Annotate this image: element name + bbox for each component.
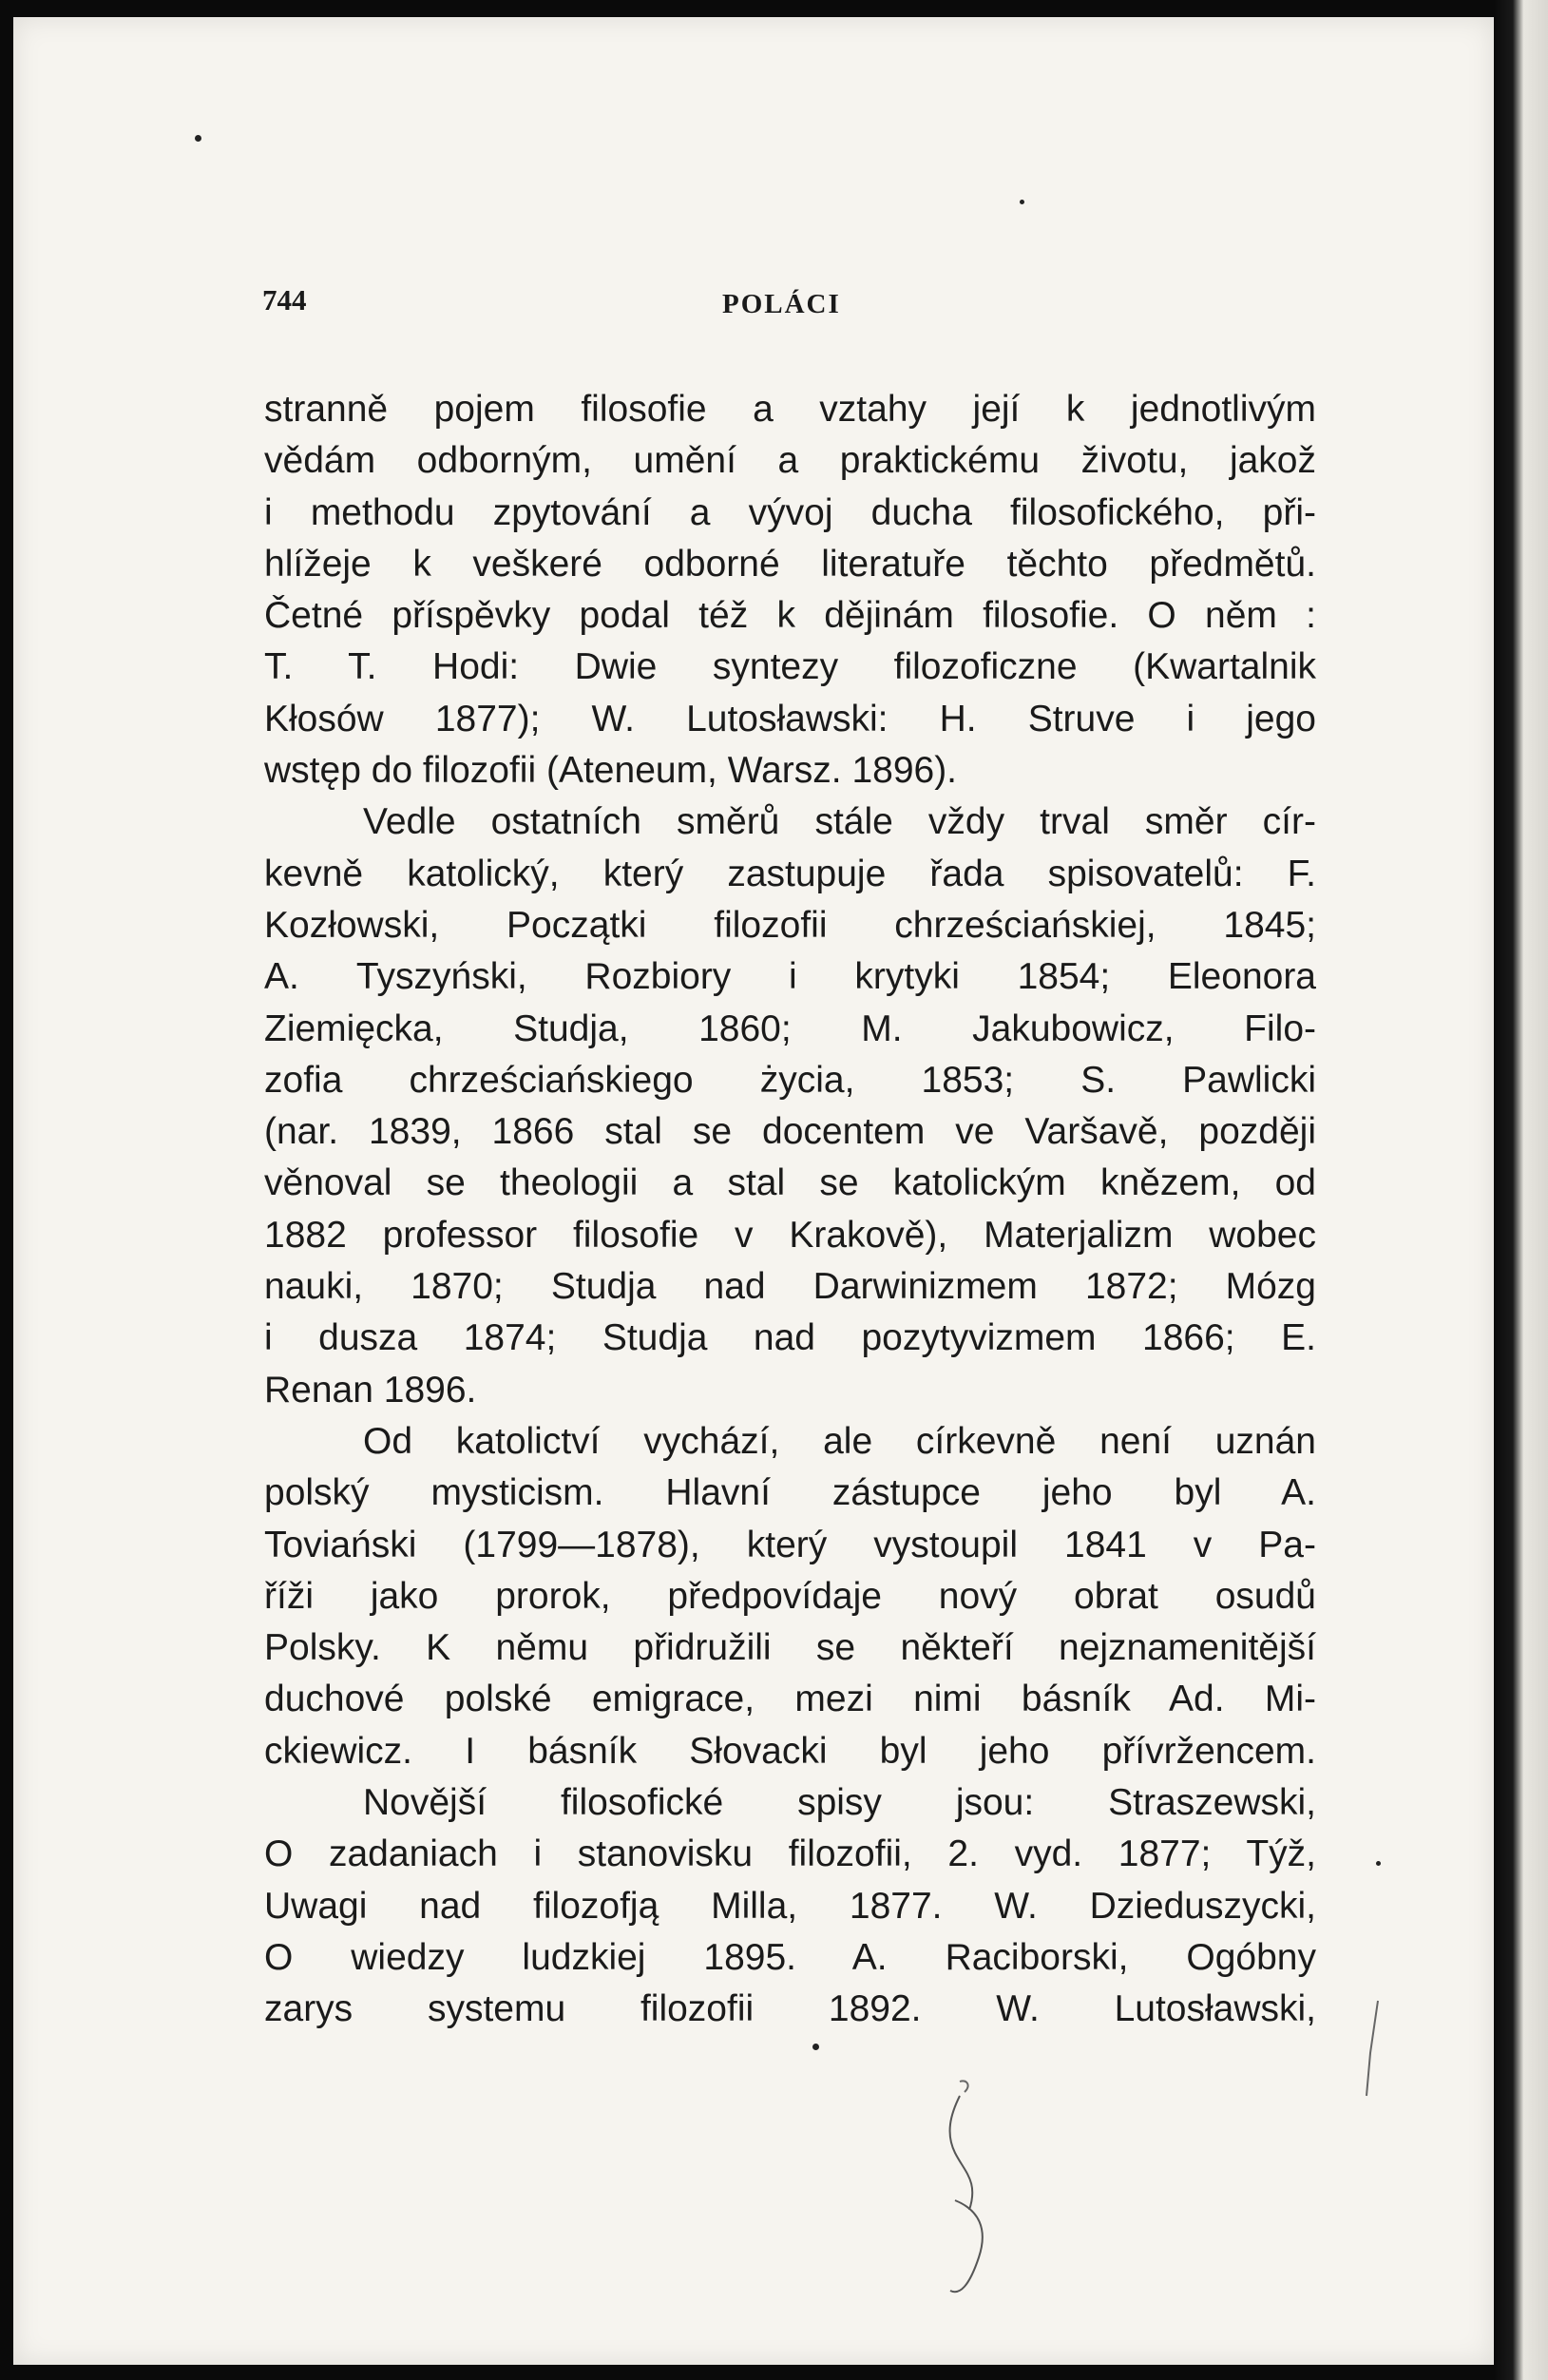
- text-line: stranně pojem filosofie a vztahy její k jednotlivým: [264, 389, 1316, 430]
- ink-speck: [195, 135, 201, 142]
- text-line: nauki, 1870; Studja nad Darwinizmem 1872; Mózg: [264, 1266, 1316, 1308]
- text-line: O wiedzy ludzkiej 1895. A. Raciborski, Ogóbny: [264, 1936, 1316, 1978]
- page-header: [262, 283, 857, 331]
- text-line: polský mysticism. Hlavní zástupce jeho byl A.: [264, 1472, 1316, 1514]
- page-number: 744: [262, 283, 307, 317]
- text-line: Renan 1896.: [264, 1369, 477, 1411]
- text-line: vědám odborným, umění a praktickému životu, jakož: [264, 440, 1316, 482]
- text-line: zarys systemu filozofii 1892. W. Lutosławski,: [264, 1988, 1316, 2030]
- text-line: ckiewicz. I básník Słovacki byl jeho přívržencem.: [264, 1730, 1316, 1772]
- text-line: Vedle ostatních směrů stále vždy trval směr cír-: [363, 801, 1316, 843]
- text-line: Uwagi nad filozofją Milla, 1877. W. Dzieduszycki,: [264, 1885, 1316, 1927]
- text-line: kevně katolický, který zastupuje řada spisovatelů: F.: [264, 853, 1316, 894]
- ink-speck: [812, 2044, 819, 2050]
- text-line: A. Tyszyński, Rozbiory i krytyki 1854; Eleonora: [264, 956, 1316, 998]
- text-line: Kozłowski, Początki filozofii chrześciańskiej, 1845;: [264, 904, 1316, 946]
- text-line: i dusza 1874; Studja nad pozytyvizmem 1866; E.: [264, 1317, 1316, 1359]
- text-line: věnoval se theologii a stal se katolickým knězem, od: [264, 1162, 1316, 1204]
- scan-edge-strip: [1494, 0, 1548, 2380]
- running-title: POLÁCI: [722, 289, 841, 319]
- body-text: [264, 384, 1316, 2036]
- text-line: 1882 professor filosofie v Krakově), Materjalizm wobec: [264, 1214, 1316, 1256]
- text-line: Ziemięcka, Studja, 1860; M. Jakubowicz, Filo-: [264, 1008, 1316, 1049]
- text-line: O zadaniach i stanovisku filozofii, 2. vyd. 1877; Týž,: [264, 1833, 1316, 1875]
- text-line: říži jako prorok, předpovídaje nový obrat osudů: [264, 1575, 1316, 1617]
- pencil-scribble: [922, 2077, 1055, 2305]
- ink-speck: [1376, 1861, 1381, 1866]
- text-line: Polsky. K němu přidružili se někteří nejznamenitější: [264, 1627, 1316, 1669]
- ink-speck: [1020, 200, 1024, 204]
- text-line: duchové polské emigrace, mezi nimi básník Ad. Mi-: [264, 1679, 1316, 1720]
- text-line: (nar. 1839, 1866 stal se docentem ve Varšavě, později: [264, 1111, 1316, 1153]
- text-line: wstęp do filozofii (Ateneum, Warsz. 1896).: [264, 750, 958, 792]
- text-line: Od katolictví vychází, ale církevně není uznán: [363, 1420, 1316, 1462]
- text-line: i methodu zpytování a vývoj ducha filosofického, při-: [264, 491, 1316, 533]
- text-line: Četné příspěvky podal též k dějinám filosofie. O něm :: [264, 595, 1316, 637]
- text-line: Novější filosofické spisy jsou: Straszewski,: [363, 1782, 1316, 1824]
- text-line: zofia chrześciańskiego życia, 1853; S. Pawlicki: [264, 1059, 1316, 1101]
- text-line: Toviański (1799—1878), který vystoupil 1841 v Pa-: [264, 1524, 1316, 1565]
- text-line: hlížeje k veškeré odborné literatuře těchto předmětů.: [264, 543, 1316, 585]
- pencil-mark: [1359, 1996, 1387, 2101]
- text-line: Kłosów 1877); W. Lutosławski: H. Struve i jego: [264, 698, 1316, 739]
- text-line: T. T. Hodi: Dwie syntezy filozoficzne (Kwartalnik: [264, 646, 1316, 688]
